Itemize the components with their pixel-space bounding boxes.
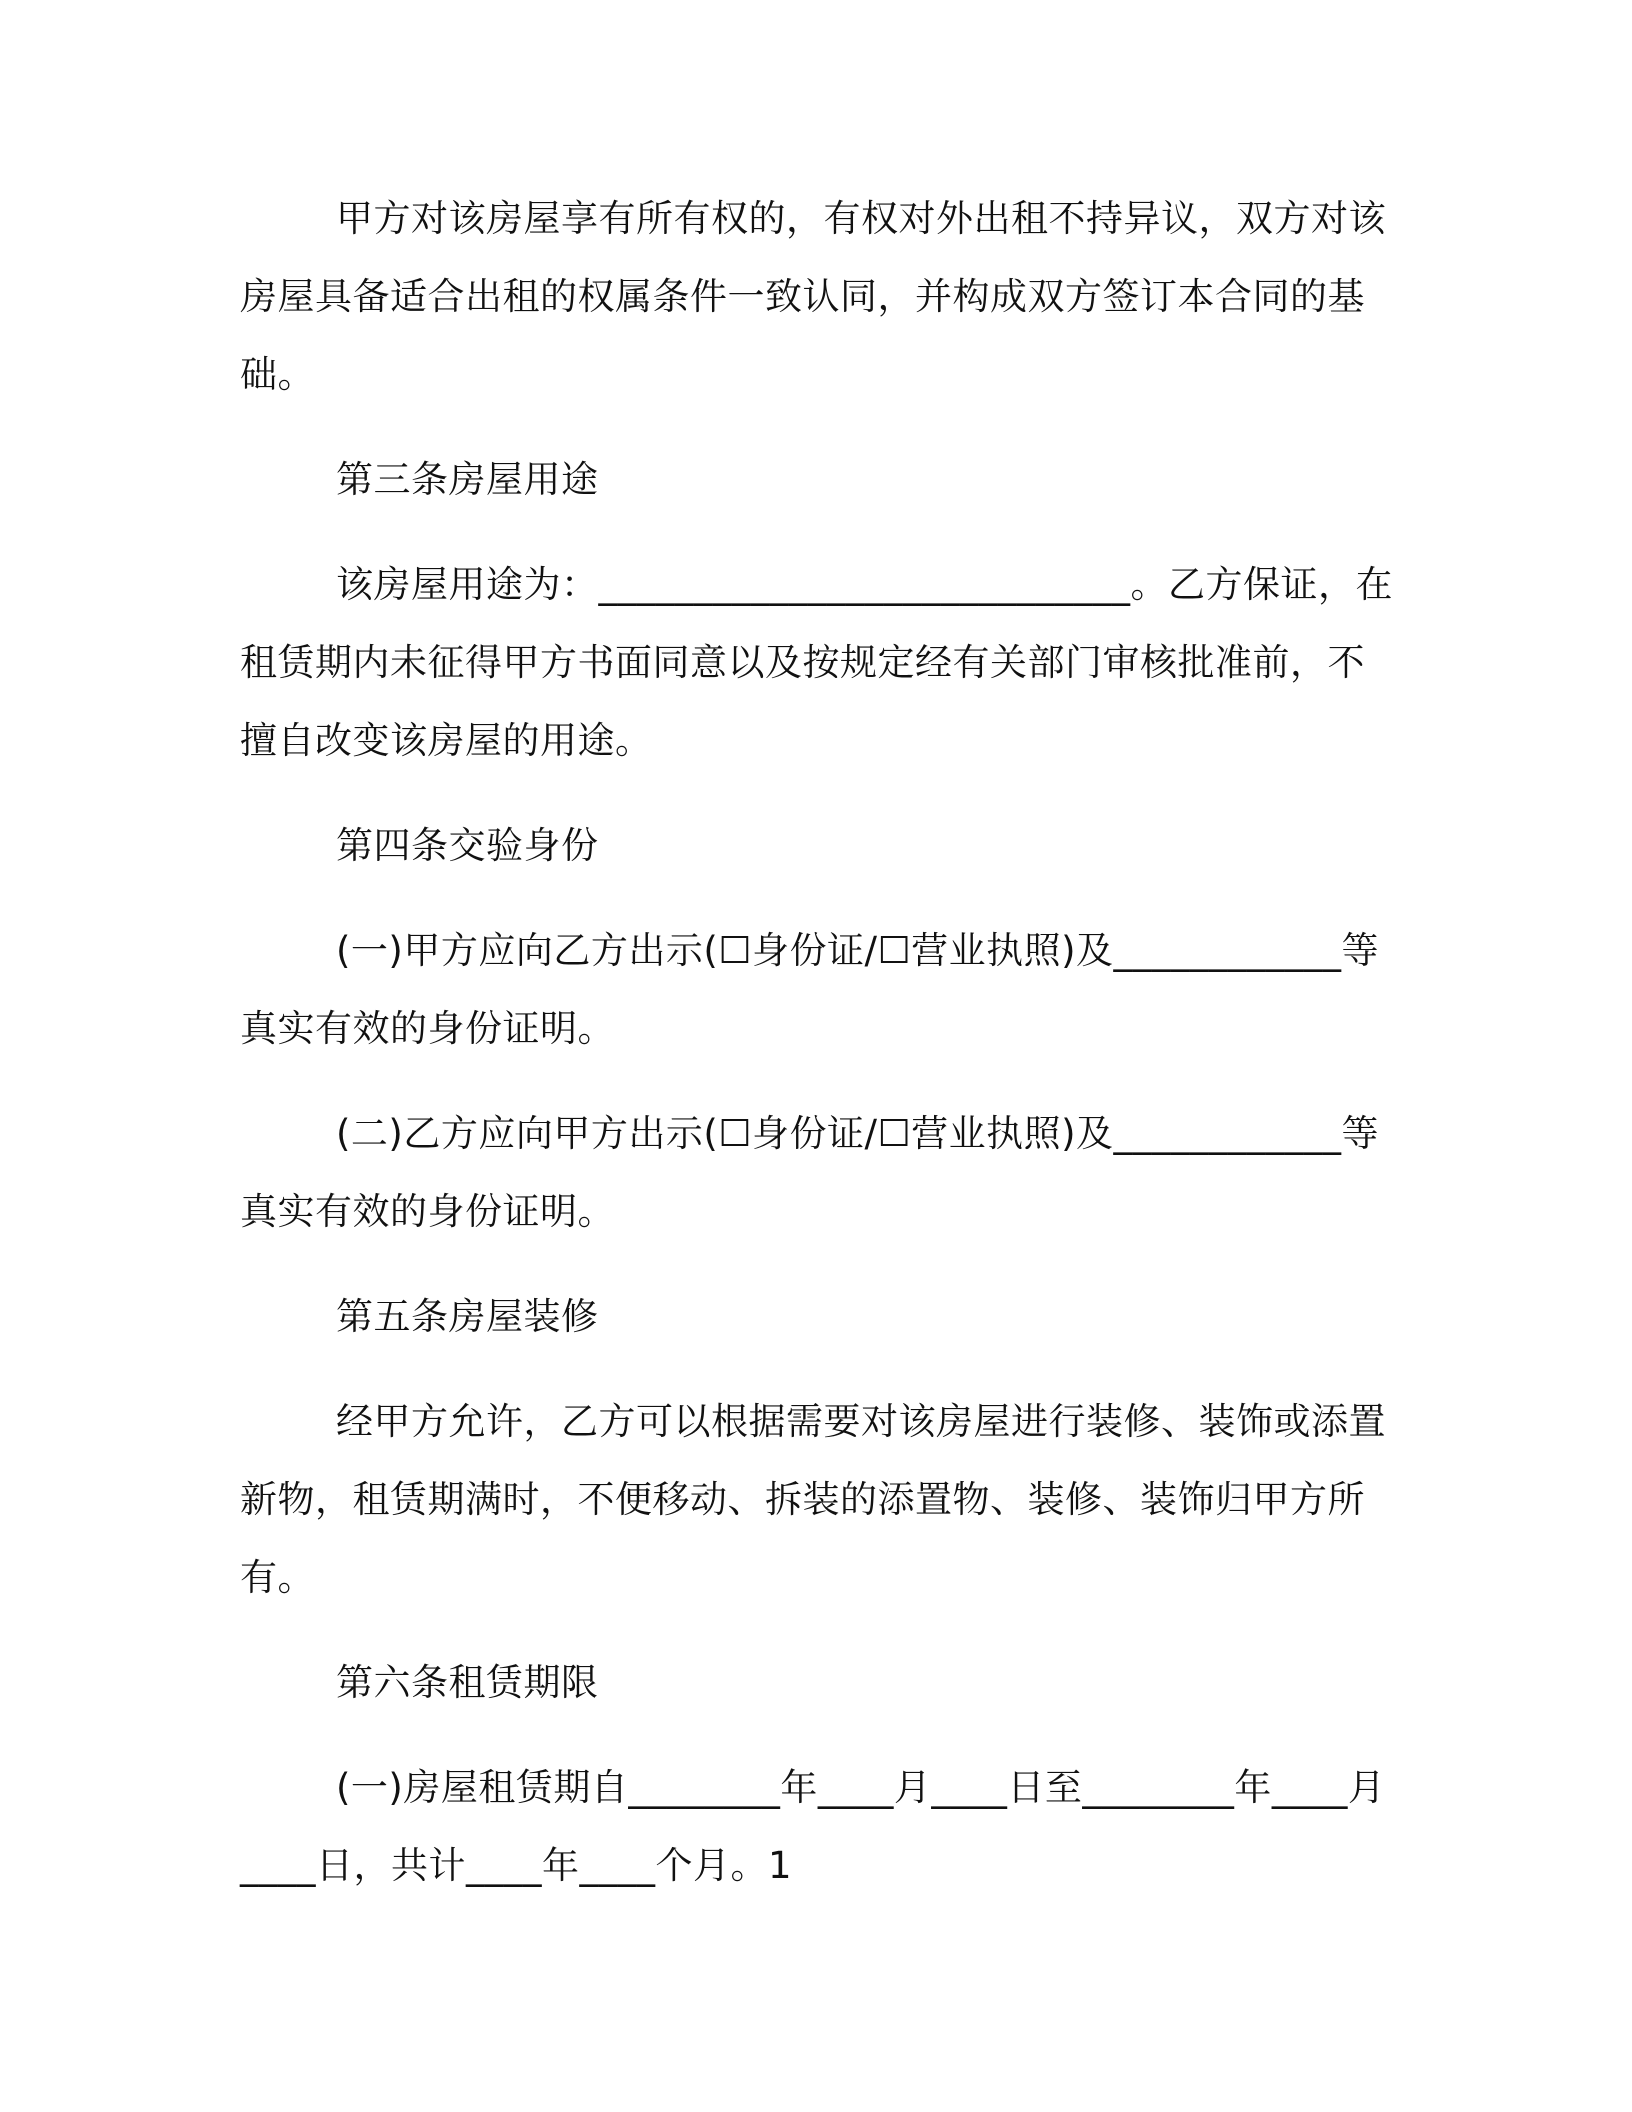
paragraph-lease-term: (一)房屋租赁期自________年____月____日至________年____月____日，共计____年____个月。1	[240, 1766, 1386, 1887]
paragraph-identity-party-b: (二)乙方应向甲方出示(☐身份证/☐营业执照)及____________等真实有效的身份证明。	[240, 1112, 1380, 1233]
heading-article-6: 第六条租赁期限	[336, 1661, 599, 1704]
document-body	[240, 180, 1400, 1932]
heading-article-3: 第三条房屋用途	[336, 458, 599, 501]
paragraph-usage: 该房屋用途为：____________________________。乙方保证，在租赁期内未征得甲方书面同意以及按规定经有关部门审核批准前，不擅自改变该房屋的用途。	[240, 563, 1393, 762]
heading-article-4: 第四条交验身份	[336, 824, 599, 867]
heading-article-5: 第五条房屋装修	[336, 1295, 599, 1338]
paragraph-decoration: 经甲方允许，乙方可以根据需要对该房屋进行装修、装饰或添置新物，租赁期满时，不便移动、拆装的添置物、装修、装饰归甲方所有。	[240, 1400, 1386, 1599]
paragraph-ownership: 甲方对该房屋享有所有权的，有权对外出租不持异议，双方对该房屋具备适合出租的权属条件一致认同，并构成双方签订本合同的基础。	[240, 197, 1386, 396]
paragraph-identity-party-a: (一)甲方应向乙方出示(☐身份证/☐营业执照)及____________等真实有效的身份证明。	[240, 929, 1380, 1050]
